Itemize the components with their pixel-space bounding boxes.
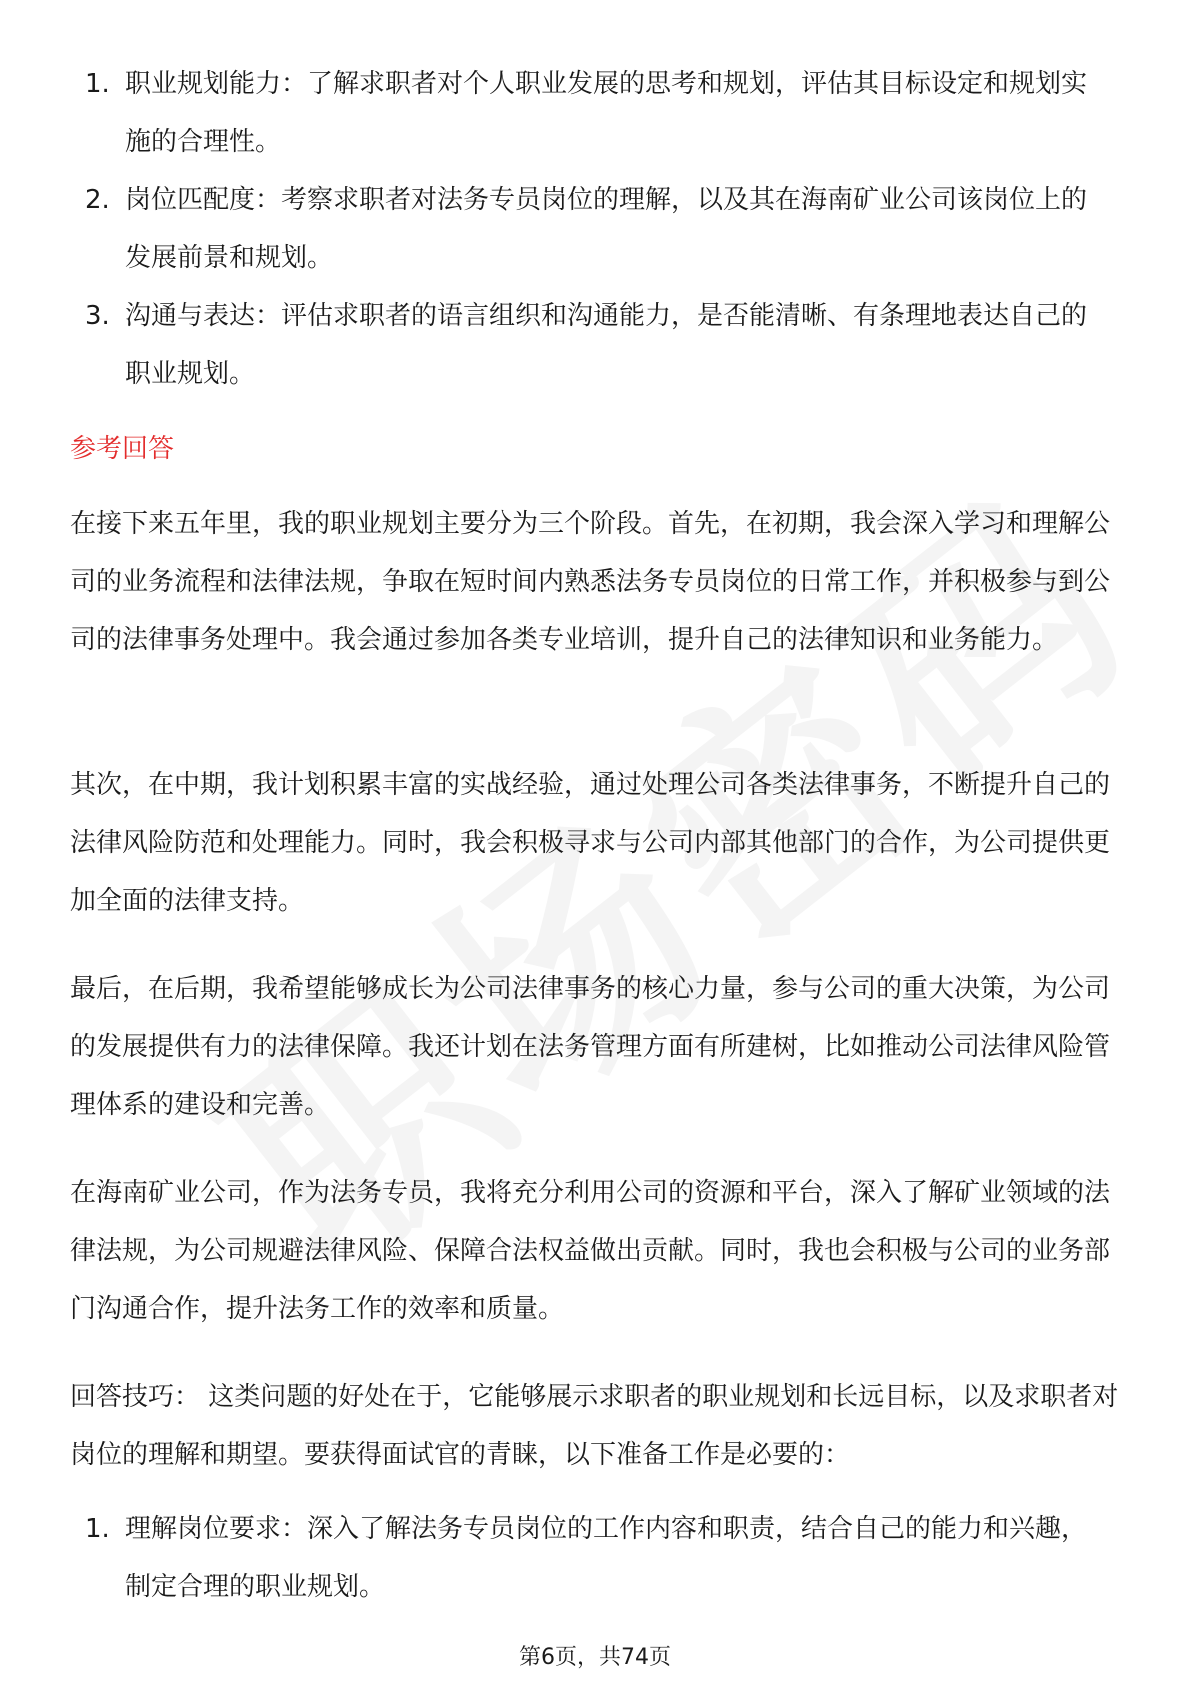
- tips-list: [0, 1500, 1110, 1616]
- paragraph: 在海南矿业公司，作为法务专员，我将充分利用公司的资源和平台，深入了解矿业领域的法律法规，为公司规避法律风险、保障合法权益做出贡献。同时，我也会积极与公司的业务部门沟通合作，提升法务工作的效率和质量。: [70, 1178, 1111, 1324]
- paragraph: 其次，在中期，我计划积累丰富的实战经验，通过处理公司各类法律事务，不断提升自己的法律风险防范和处理能力。同时，我会积极寻求与公司内部其他部门的合作，为公司提供更加全面的法律支持。: [70, 770, 1111, 916]
- list-item: [0, 171, 1110, 287]
- paragraph: 最后，在后期，我希望能够成长为公司法律事务的核心力量，参与公司的重大决策，为公司的发展提供有力的法律保障。我还计划在法务管理方面有所建树，比如推动公司法律风险管理体系的建设和完善。: [70, 974, 1111, 1120]
- page-footer: 第6页，共74页: [519, 1645, 671, 1670]
- list-text: 职业规划能力：了解求职者对个人职业发展的思考和规划，评估其目标设定和规划实施的合理性。: [125, 69, 1088, 157]
- list-item: [0, 1500, 1110, 1616]
- list-item: [0, 55, 1110, 171]
- list-text: 理解岗位要求：深入了解法务专员岗位的工作内容和职责，结合自己的能力和兴趣，制定合理的职业规划。: [125, 1514, 1088, 1602]
- paragraph: 回答技巧： 这类问题的好处在于，它能够展示求职者的职业规划和长远目标，以及求职者对岗位的理解和期望。要获得面试官的青睐，以下准备工作是必要的：: [70, 1382, 1119, 1470]
- paragraph: 在接下来五年里，我的职业规划主要分为三个阶段。首先，在初期，我会深入学习和理解公司的业务流程和法律法规，争取在短时间内熟悉法务专员岗位的日常工作，并积极参与到公司的法律事务处理中。我会通过参加各类专业培训，提升自己的法律知识和业务能力。: [70, 509, 1111, 655]
- list-number: 1.: [85, 1514, 110, 1544]
- criteria-list: [0, 55, 1110, 403]
- list-text: 沟通与表达：评估求职者的语言组织和沟通能力，是否能清晰、有条理地表达自己的职业规划。: [125, 301, 1088, 389]
- list-text: 岗位匹配度：考察求职者对法务专员岗位的理解，以及其在海南矿业公司该岗位上的发展前景和规划。: [125, 185, 1088, 273]
- list-number: 2.: [85, 185, 110, 215]
- list-number: 3.: [85, 301, 110, 331]
- list-number: 1.: [85, 69, 110, 99]
- section-heading: 参考回答: [70, 434, 175, 464]
- list-item: [0, 287, 1110, 403]
